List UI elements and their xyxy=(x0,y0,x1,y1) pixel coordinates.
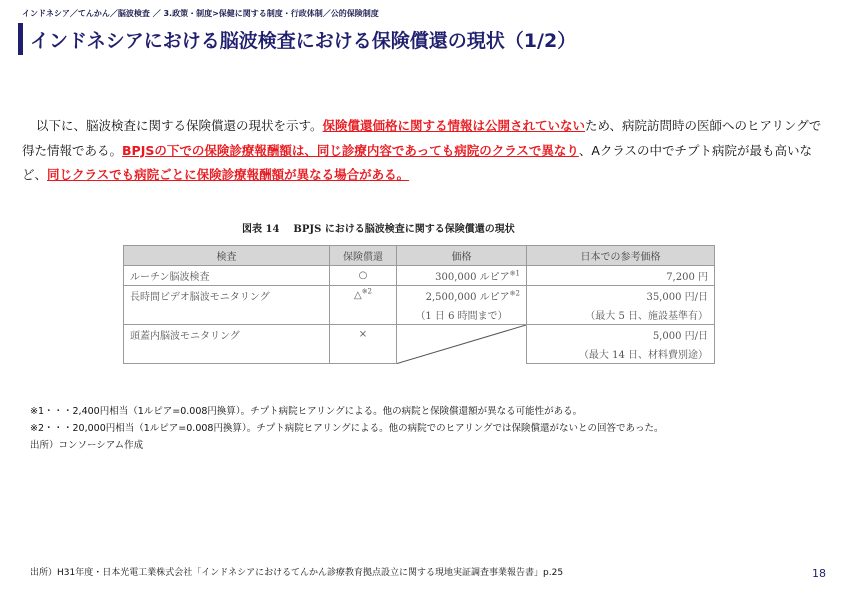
cell-jp-price: 7,200 円 xyxy=(527,266,715,286)
figure-caption xyxy=(242,220,515,235)
cell-price-sub: （1 日 6 時間まで） xyxy=(397,305,527,325)
table-row-continuation xyxy=(124,305,715,325)
intro-highlight-3: 同じクラスでも病院ごとに保険診療報酬額が異なる場合がある。 xyxy=(47,167,410,182)
cell-empty xyxy=(330,344,397,364)
header-coverage: 保険償還 xyxy=(330,246,397,266)
table-row xyxy=(124,286,715,306)
diagonal-line-icon xyxy=(397,325,526,364)
figure-number: 図表 14 xyxy=(242,224,280,235)
cell-jp-price: 5,000 円/日 xyxy=(527,325,715,345)
header-price: 価格 xyxy=(397,246,527,266)
intro-highlight-2: BPJSの下での保険診療報酬額は、同じ診療内容であっても病院のクラスで異なり xyxy=(122,142,579,158)
cell-price xyxy=(397,286,527,306)
coverage-value: △ xyxy=(353,290,362,301)
price-footnote: ※1 xyxy=(509,269,520,278)
table-row xyxy=(124,325,715,345)
cell-coverage: × xyxy=(330,325,397,345)
price-value: 2,500,000 ルピア xyxy=(425,292,510,303)
coverage-footnote: ※2 xyxy=(361,287,373,296)
cell-exam: 長時間ビデオ脳波モニタリング xyxy=(124,286,330,306)
intro-text-1: 以下に、脳波検査に関する保険償還の現状を示す。 xyxy=(36,118,323,133)
cell-price xyxy=(397,266,527,286)
table-header-row xyxy=(124,246,715,266)
cell-price-na xyxy=(397,325,527,364)
cell-empty xyxy=(124,305,330,325)
table-row xyxy=(124,266,715,286)
cell-jp-sub: （最大 14 日、材料費別途） xyxy=(527,344,715,364)
breadcrumb: インドネシア／てんかん／脳波検査 ／ 3.政策・制度>保健に関する制度・行政体制／公的保険制度 xyxy=(22,9,379,18)
intro-paragraph xyxy=(22,114,822,188)
cell-exam: 頭蓋内脳波モニタリング xyxy=(124,325,330,345)
intro-text-3: 、Aクラスの中でチプト病院が最も高いなど、 xyxy=(22,142,813,182)
footnote-2: ※2・・・20,000円相当（1ルピア=0.008円換算）。チプト病院ヒアリングによる。他の病院でのヒアリングでは保険償還がないとの回答であった。 xyxy=(30,423,664,434)
cell-jp-price: 35,000 円/日 xyxy=(527,286,715,306)
coverage-table xyxy=(123,245,715,364)
intro-text-2: ため、病院訪問時の医師へのヒアリングで得た情報である。 xyxy=(22,118,822,158)
price-value: 300,000 ルピア xyxy=(435,272,510,283)
intro-highlight-1: 保険償還価格に関する情報は公開されていない xyxy=(322,118,586,133)
cell-empty xyxy=(330,305,397,325)
page-number: 18 xyxy=(812,567,826,580)
cell-jp-sub: （最大 5 日、施設基準有） xyxy=(527,305,715,325)
price-footnote: ※2 xyxy=(509,289,520,298)
cell-coverage: ○ xyxy=(330,266,397,286)
cell-empty xyxy=(124,344,330,364)
header-exam: 検査 xyxy=(124,246,330,266)
page-title: インドネシアにおける脳波検査における保険償還の現状（1/2） xyxy=(30,30,577,52)
page-source: 出所）H31年度・日本光電工業株式会社「インドネシアにおけるてんかん診療教育拠点設立に関する現地実証調査事業報告書」p.25 xyxy=(30,568,564,578)
footnotes xyxy=(30,403,663,454)
figure-title: BPJS における脳波検査に関する保険償還の現状 xyxy=(293,224,515,235)
title-accent-bar xyxy=(18,23,23,55)
header-jp-price: 日本での参考価格 xyxy=(527,246,715,266)
footnote-1: ※1・・・2,400円相当（1ルピア=0.008円換算）。チプト病院ヒアリングによる。他の病院と保険償還額が異なる可能性がある。 xyxy=(30,406,583,417)
cell-exam: ルーチン脳波検査 xyxy=(124,266,330,286)
footnote-source: 出所）コンソーシアム作成 xyxy=(30,440,144,451)
cell-coverage xyxy=(330,286,397,306)
